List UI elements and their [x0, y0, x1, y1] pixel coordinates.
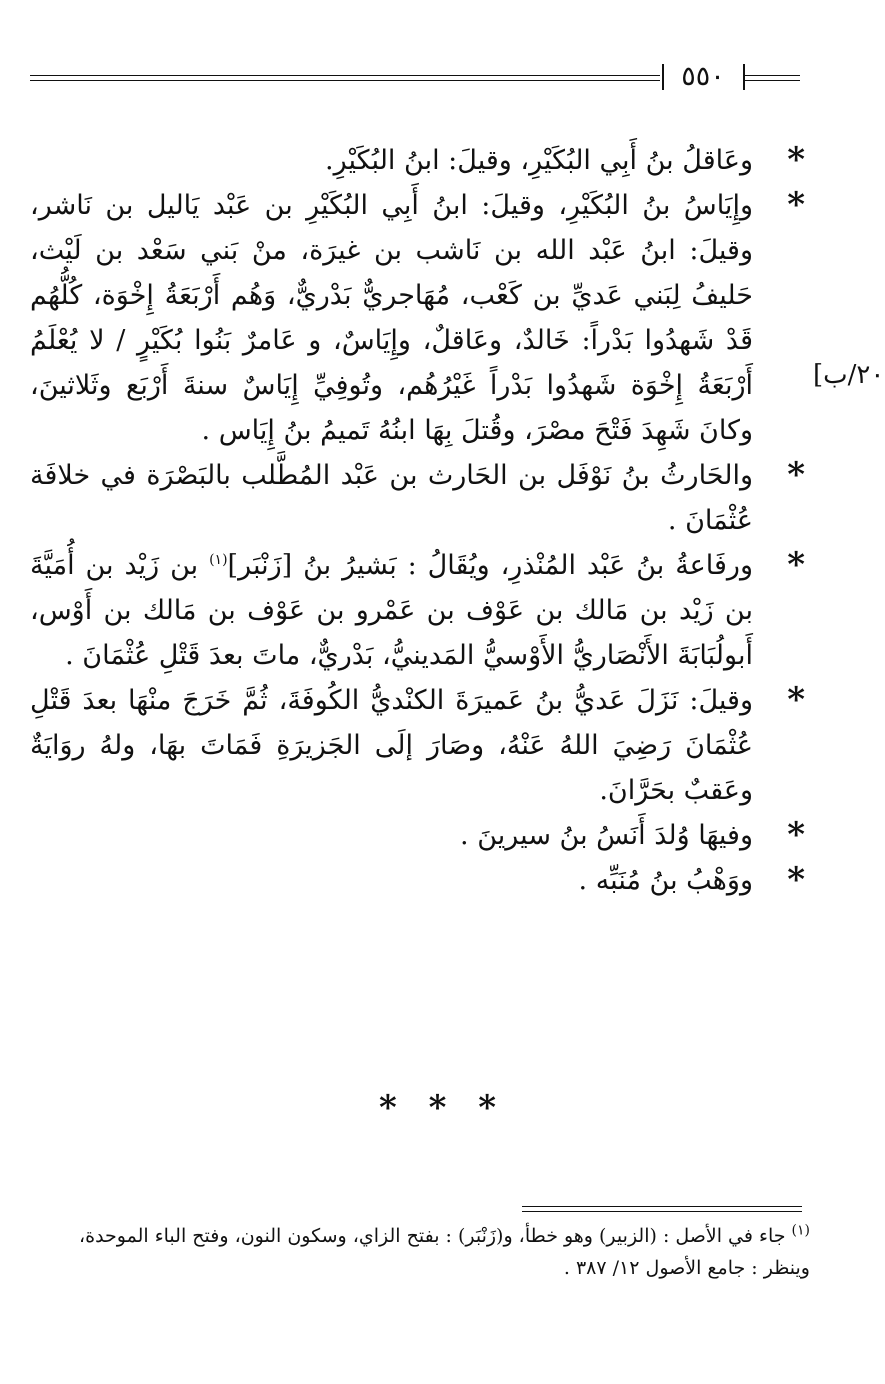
- page-header: [0, 58, 885, 98]
- footnote-text: جاء في الأصل : (الزبير) وهو خطأ، و(زَنْبَر) : بفتح الزاي، وسكون النون، وفتح الباء الموحدة، وينظر : جامع الأصول ١٢/ ٣٨٧ .: [79, 1225, 810, 1279]
- entry-iyas: [30, 183, 805, 453]
- entry-text: والحَارثُ بنُ نَوْفَل بن الحَارث بن عَبْد المُطَّلب بالبَصْرَة في خلافَة عُثْمَانَ .: [30, 460, 753, 536]
- margin-folio-note: ٢٠/ب]: [813, 360, 885, 390]
- bullet-star: *: [787, 185, 805, 225]
- footnote-reference[interactable]: (١): [209, 552, 228, 568]
- entry-text: وقيلَ: نَزَلَ عَديُّ بنُ عَميرَةَ الكنْديُّ الكُوفَةَ، ثُمَّ خَرَجَ منْهَا بعدَ قَتْلِ عُثْمَانَ رَضِيَ اللهُ عَنْهُ، وصَارَ إلَى الجَزيرَةِ فَمَاتَ بهَا، ولهُ روَايَةٌ وعَقبٌ بحَرَّانَ.: [30, 685, 753, 806]
- entry-text: وإِيَاسُ بنُ البُكَيْرِ، وقيلَ: ابنُ أَبِي البُكَيْرِ بن عَبْد يَاليل بن نَاشر، وقيلَ: ابنُ عَبْد الله بن نَاشب بن غيرَة، منْ بَني سَعْد بن لَيْث، حَليفُ لِبَني عَديِّ بن كَعْب، مُهَاجريٌّ بَدْريٌّ، وَهُم أَرْبَعَةُ إِخْوَة، كُلُّهُم قَدْ شَهدُوا بَدْراً: خَالدٌ، وعَاقلٌ، وإِيَاسٌ، و عَامرٌ بَنُوا بُكَيْرٍ / لا يُعْلَمُ أَرْبَعَةُ إِخْوَة شَهدُوا بَدْراً غَيْرُهُم، وتُوفِيِّ إِيَاسٌ سنةَ أَرْبَع وثَلاثينَ، وكانَ شَهِدَ فَتْحَ مصْرَ، وقُتلَ بِهَا ابنُهُ تَميمُ بنُ إِيَاس .: [30, 190, 753, 446]
- page-number: ٥٥٠: [681, 61, 725, 92]
- entry-text: وعَاقلُ بنُ أَبِي البُكَيْرِ، وقيلَ: ابنُ البُكَيْرِ.: [325, 145, 753, 176]
- entry-aqil: [30, 138, 805, 183]
- header-divider-left: [662, 64, 664, 90]
- section-separator: * * *: [378, 1088, 506, 1128]
- bullet-star: *: [787, 455, 805, 495]
- entry-text: ووَهْبُ بنُ مُنَبِّه .: [578, 865, 753, 896]
- footnote-marker: (١): [791, 1222, 810, 1239]
- bullet-star: *: [787, 860, 805, 900]
- main-text: [30, 138, 805, 903]
- entry-text: ورفَاعةُ بنُ عَبْد المُنْذرِ، ويُقَالُ : بَشيرُ بنُ [زَنْبَر]: [227, 550, 753, 581]
- entry-harith: [30, 453, 805, 543]
- entry-wahb: [30, 858, 805, 903]
- entry-adi: [30, 678, 805, 813]
- bullet-star: *: [787, 140, 805, 180]
- entry-text-continued: بن زَيْد بن أُمَيَّةَ بن زَيْد بن مَالك بن عَوْف بن عَمْرو بن عَوْف بن مَالك بن أَوْس، أَبولُبَابَةَ الأَنْصَاريُّ الأَوْسيُّ المَدينيُّ، بَدْريٌّ، ماتَ بعدَ قَتْلِ عُثْمَانَ .: [30, 550, 753, 671]
- bullet-star: *: [787, 680, 805, 720]
- footnote: [40, 1220, 810, 1284]
- entry-rifaa: [30, 543, 805, 678]
- bullet-star: *: [787, 545, 805, 585]
- bullet-star: *: [787, 815, 805, 855]
- entry-anas: [30, 813, 805, 858]
- entry-text: وفيهَا وُلدَ أَنَسُ بنُ سيرينَ .: [460, 820, 753, 851]
- footnote-rule: [522, 1206, 802, 1212]
- header-rule-left: [30, 75, 660, 81]
- header-rule-right: [745, 75, 800, 81]
